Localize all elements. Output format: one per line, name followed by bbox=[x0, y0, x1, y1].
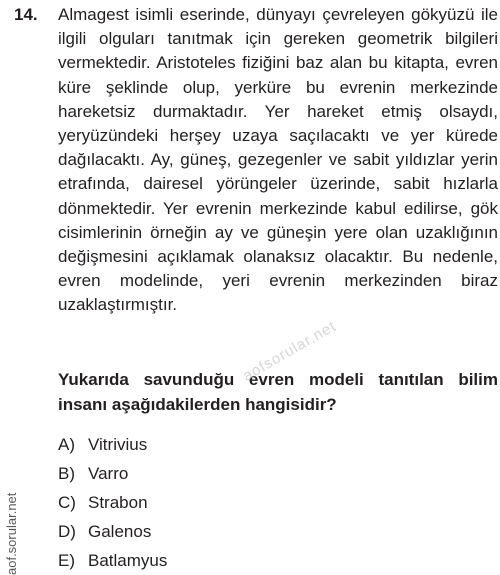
option-a[interactable] bbox=[58, 430, 358, 459]
watermark-side: aof.sorular.net bbox=[4, 492, 19, 575]
question-prompt: Yukarıda savunduğu evren modeli tanıtılan bilim insanı aşağıdakilerden hangisidir? bbox=[58, 370, 498, 414]
option-text: Batlamyus bbox=[88, 550, 168, 570]
option-b[interactable] bbox=[58, 459, 358, 488]
option-c[interactable] bbox=[58, 488, 358, 517]
answer-options bbox=[58, 430, 358, 575]
option-letter: B) bbox=[58, 463, 75, 483]
option-letter: D) bbox=[58, 521, 76, 541]
question-body: Almagest isimli eserinde, dünyayı çevreleyen gökyüzü ile ilgili olguları tanıtmak için gereken geometrik bilgileri vermektedir. Aristoteles fiziğini baz alan bu kitapta, evren küre şeklinde olup, yerküre bu evrenin merkezinde hareketsiz durmaktadır. Yer hareket etmiş olsaydı, yeryüzündeki herşey uzaya saçılacaktı ve yer kürede dağılacaktı. Ay, güneş, gezegenler ve sabit yıldızlar yerin etrafında, dairesel yörüngeler üzerinde, sabit hızlarla dönmektedir. Yer evrenin merkezinde kabul edilirse, gök cisimlerinin örneğin ay ve güneşin yere olan uzaklığının değişmesini açıklamak olanaksız olacaktır. Bu nedenle, evren modelinde, yeri evrenin merkezinden biraz uzaklaştırmıştır. bbox=[58, 5, 498, 315]
question-number: 14. bbox=[14, 5, 38, 24]
option-e[interactable] bbox=[58, 546, 358, 575]
option-text: Vitrivius bbox=[88, 434, 148, 454]
option-text: Galenos bbox=[88, 521, 152, 541]
option-letter: E) bbox=[58, 550, 75, 570]
option-text: Strabon bbox=[88, 492, 148, 512]
option-letter: C) bbox=[58, 492, 76, 512]
option-text: Varro bbox=[88, 463, 129, 483]
option-letter: A) bbox=[58, 434, 75, 454]
watermark-diagonal: aofsorular.net bbox=[240, 317, 340, 385]
option-d[interactable] bbox=[58, 517, 358, 546]
